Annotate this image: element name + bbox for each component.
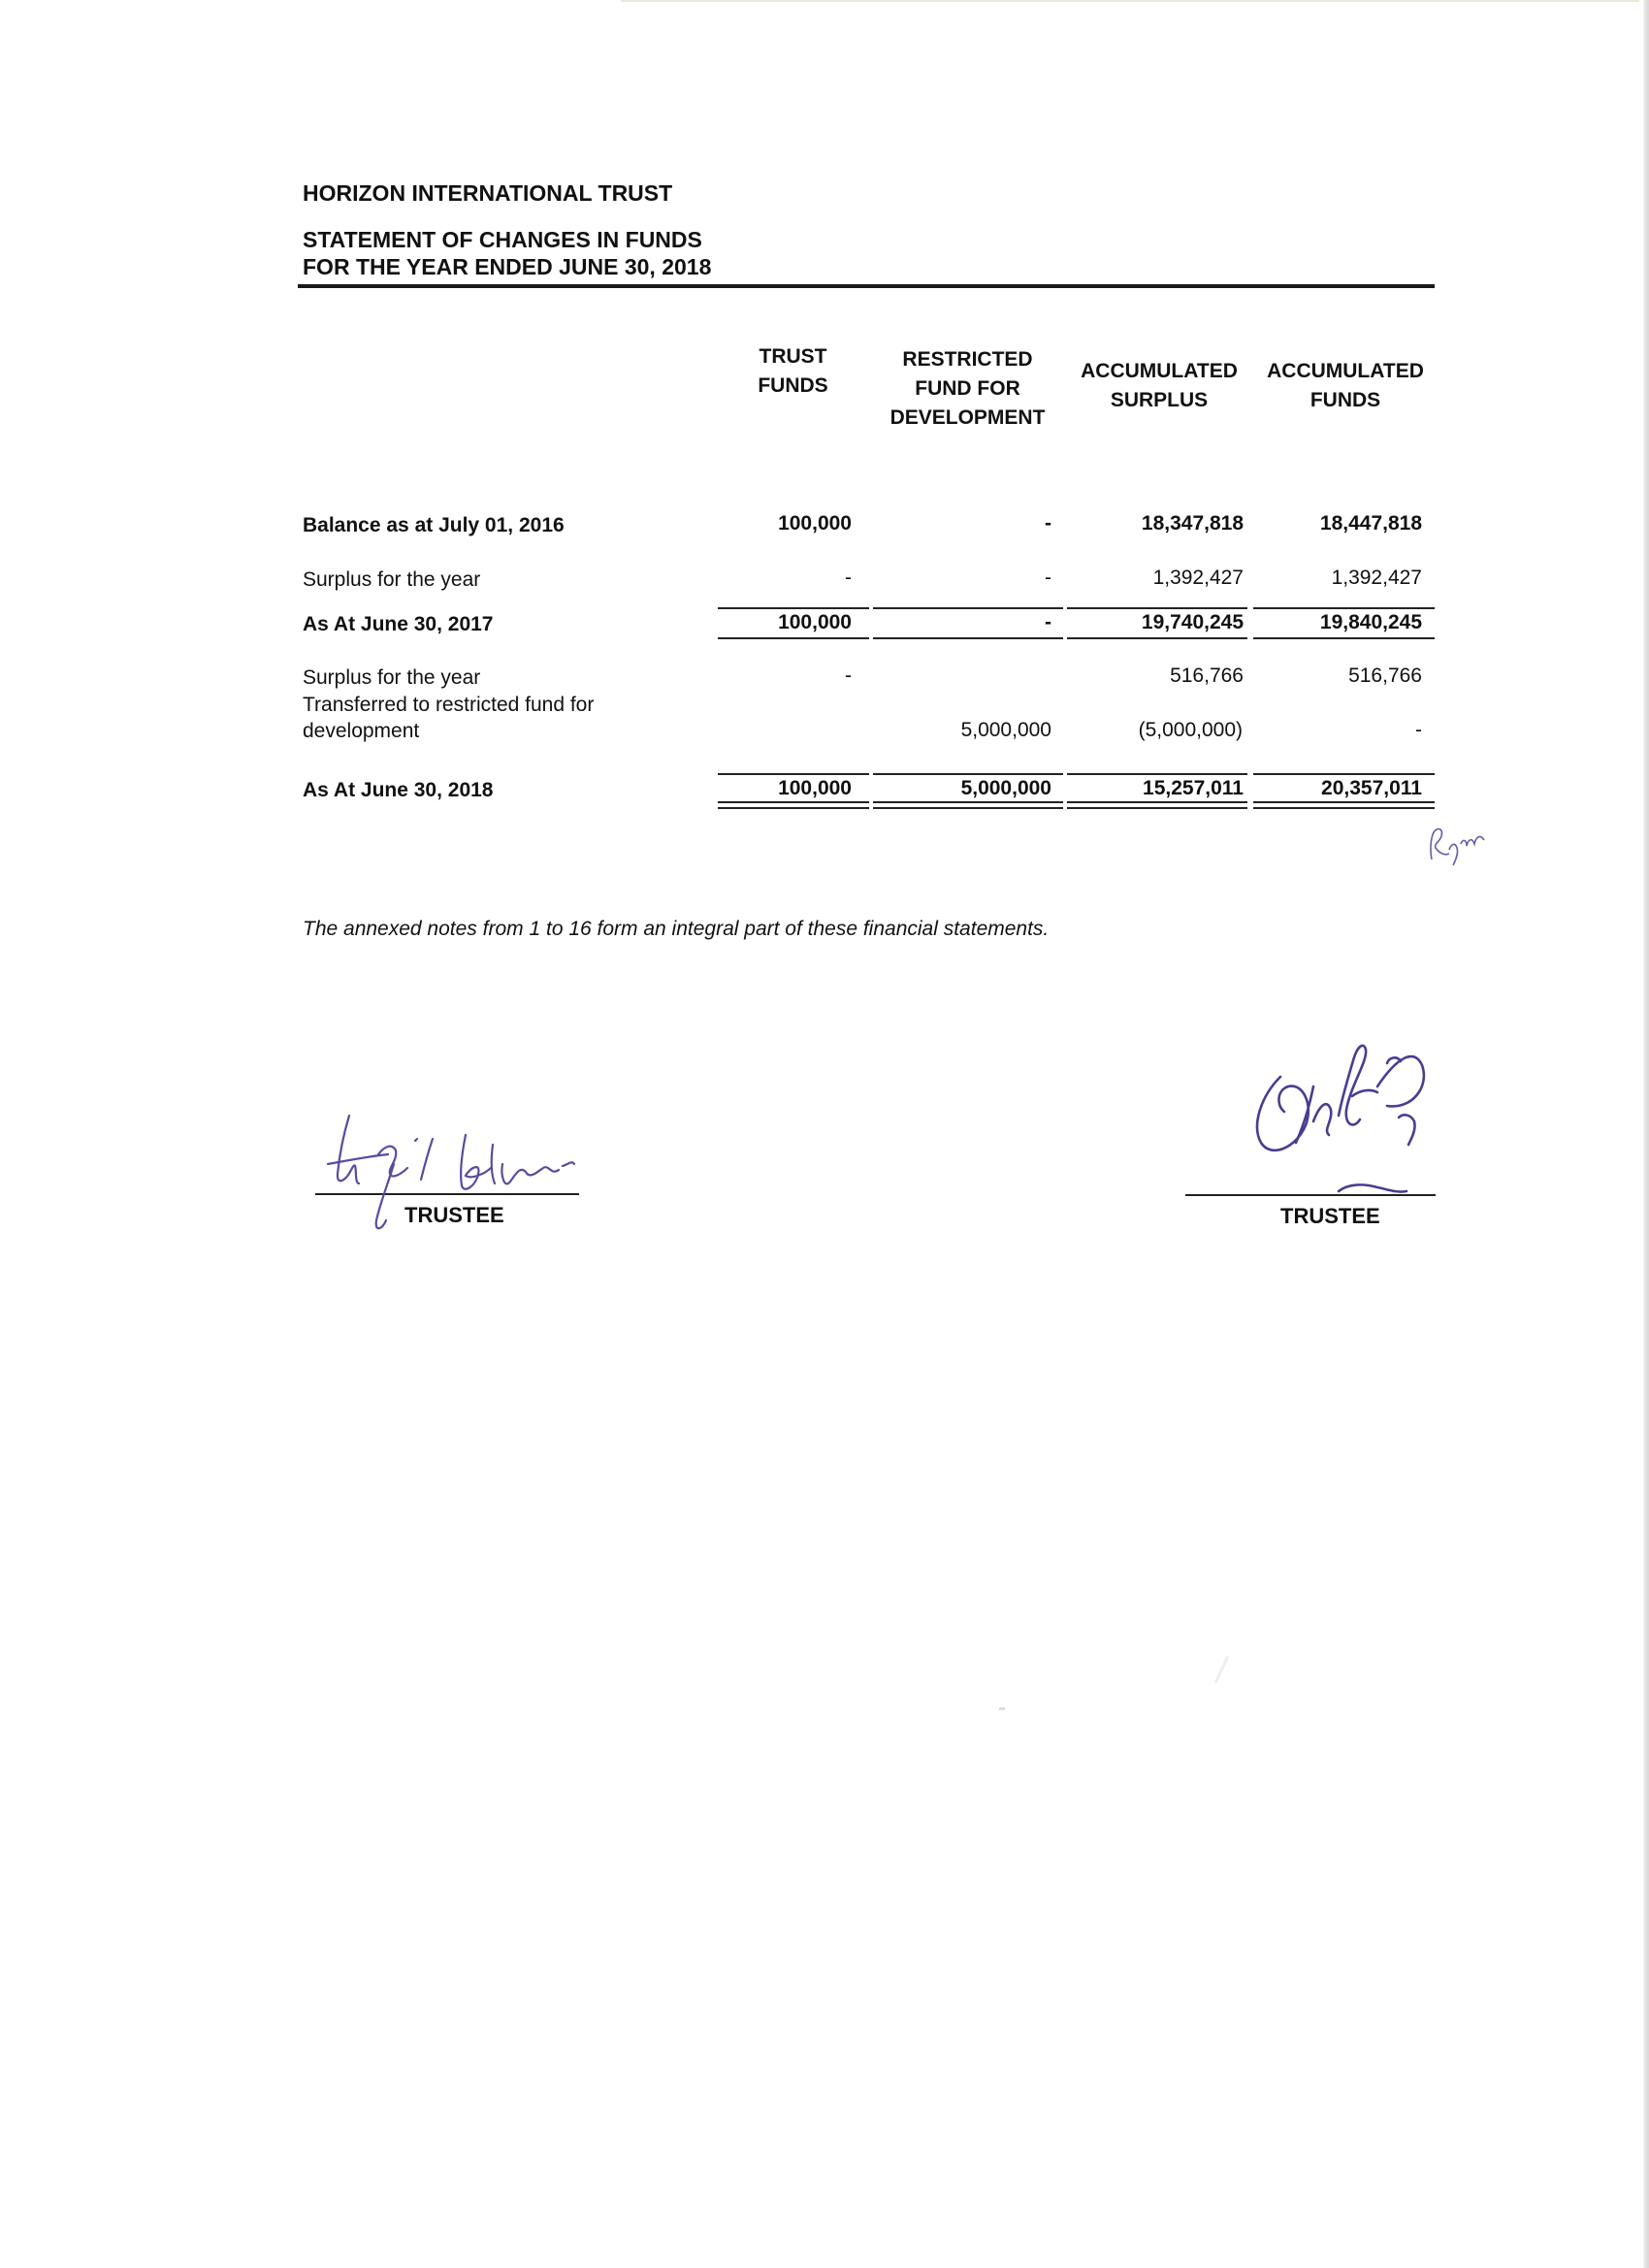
cell-surplus-2017-accumulated-surplus: 1,392,427 bbox=[1152, 567, 1244, 589]
trustee-signature-right bbox=[1242, 1028, 1436, 1213]
column-header-trust-funds: TRUST FUNDS bbox=[758, 345, 828, 397]
row-label-surplus-2017: Surplus for the year bbox=[303, 568, 481, 591]
footnote: The annexed notes from 1 to 16 form an integral part of these financial statements. bbox=[303, 918, 1050, 940]
row-label-balance-2018: As At June 30, 2018 bbox=[303, 779, 494, 801]
row-label-surplus-2018: Surplus for the year bbox=[303, 666, 481, 689]
title-underline bbox=[298, 284, 1435, 288]
row-label-opening-balance: Balance as at July 01, 2016 bbox=[303, 514, 565, 536]
row-label-balance-2017: As At June 30, 2017 bbox=[303, 613, 494, 635]
cell-balance-2017-restricted-fund: - bbox=[1045, 611, 1051, 633]
statement-period: FOR THE YEAR ENDED JUNE 30, 2018 bbox=[303, 254, 712, 279]
subtotal-rule bbox=[1067, 773, 1247, 775]
scan-speck bbox=[999, 1707, 1005, 1710]
double-total-rule bbox=[1067, 807, 1247, 809]
column-header-restricted-fund: RESTRICTED FUND FOR DEVELOPMENT bbox=[889, 348, 1046, 429]
cell-surplus-2018-accumulated-surplus: 516,766 bbox=[1170, 664, 1244, 687]
double-total-rule bbox=[718, 807, 869, 809]
double-total-rule bbox=[1253, 801, 1435, 803]
cell-balance-2017-accumulated-funds: 19,840,245 bbox=[1319, 611, 1422, 633]
cell-transfer-accumulated-funds: - bbox=[1415, 719, 1422, 741]
handwritten-initials bbox=[1424, 811, 1492, 869]
cell-opening-accumulated-surplus: 18,347,818 bbox=[1141, 512, 1244, 535]
trustee-label-right: TRUSTEE bbox=[1280, 1204, 1380, 1228]
column-header-accumulated-funds: ACCUMULATED FUNDS bbox=[1267, 360, 1424, 411]
trustee-label-left: TRUSTEE bbox=[404, 1203, 504, 1227]
cell-transfer-restricted-fund: 5,000,000 bbox=[960, 719, 1051, 741]
cell-balance-2018-restricted-fund: 5,000,000 bbox=[960, 777, 1051, 799]
subtotal-rule bbox=[718, 773, 869, 775]
cell-balance-2018-trust-funds: 100,000 bbox=[778, 777, 852, 799]
cell-transfer-accumulated-surplus: (5,000,000) bbox=[1138, 719, 1243, 741]
scan-edge-shadow bbox=[1643, 0, 1649, 2268]
cell-opening-trust-funds: 100,000 bbox=[778, 512, 852, 535]
cell-opening-restricted-fund: - bbox=[1045, 512, 1051, 535]
double-total-rule bbox=[1067, 801, 1247, 803]
column-header-accumulated-surplus: ACCUMULATED SURPLUS bbox=[1081, 360, 1238, 411]
subtotal-rule bbox=[1253, 607, 1435, 609]
cell-balance-2018-accumulated-surplus: 15,257,011 bbox=[1143, 777, 1244, 799]
subtotal-rule bbox=[1253, 773, 1435, 775]
cell-surplus-2018-accumulated-funds: 516,766 bbox=[1348, 664, 1422, 687]
cell-surplus-2017-restricted-fund: - bbox=[1045, 567, 1051, 589]
subtotal-rule bbox=[873, 773, 1063, 775]
double-total-rule bbox=[873, 807, 1063, 809]
cell-balance-2017-trust-funds: 100,000 bbox=[778, 611, 852, 633]
total-rule bbox=[1253, 637, 1435, 639]
double-total-rule bbox=[873, 801, 1063, 803]
cell-balance-2017-accumulated-surplus: 19,740,245 bbox=[1141, 611, 1244, 633]
row-label-transfer-to-restricted-fund: Transferred to restricted fund for development bbox=[303, 694, 595, 742]
total-rule bbox=[1067, 637, 1247, 639]
trustee-signature-left bbox=[320, 1096, 650, 1251]
subtotal-rule bbox=[1067, 607, 1247, 609]
cell-surplus-2017-trust-funds: - bbox=[845, 567, 852, 589]
subtotal-rule bbox=[873, 607, 1063, 609]
organization-name: HORIZON INTERNATIONAL TRUST bbox=[303, 180, 673, 206]
total-rule bbox=[873, 637, 1063, 639]
cell-opening-accumulated-funds: 18,447,818 bbox=[1319, 512, 1422, 535]
cell-balance-2018-accumulated-funds: 20,357,011 bbox=[1321, 777, 1422, 799]
scan-speck bbox=[1214, 1656, 1229, 1683]
statement-title: STATEMENT OF CHANGES IN FUNDS bbox=[303, 227, 702, 252]
cell-surplus-2017-accumulated-funds: 1,392,427 bbox=[1331, 567, 1422, 589]
double-total-rule bbox=[718, 801, 869, 803]
double-total-rule bbox=[1253, 807, 1435, 809]
scan-top-artifact bbox=[621, 0, 1639, 2]
cell-surplus-2018-trust-funds: - bbox=[845, 664, 852, 687]
subtotal-rule bbox=[718, 607, 869, 609]
total-rule bbox=[718, 637, 869, 639]
